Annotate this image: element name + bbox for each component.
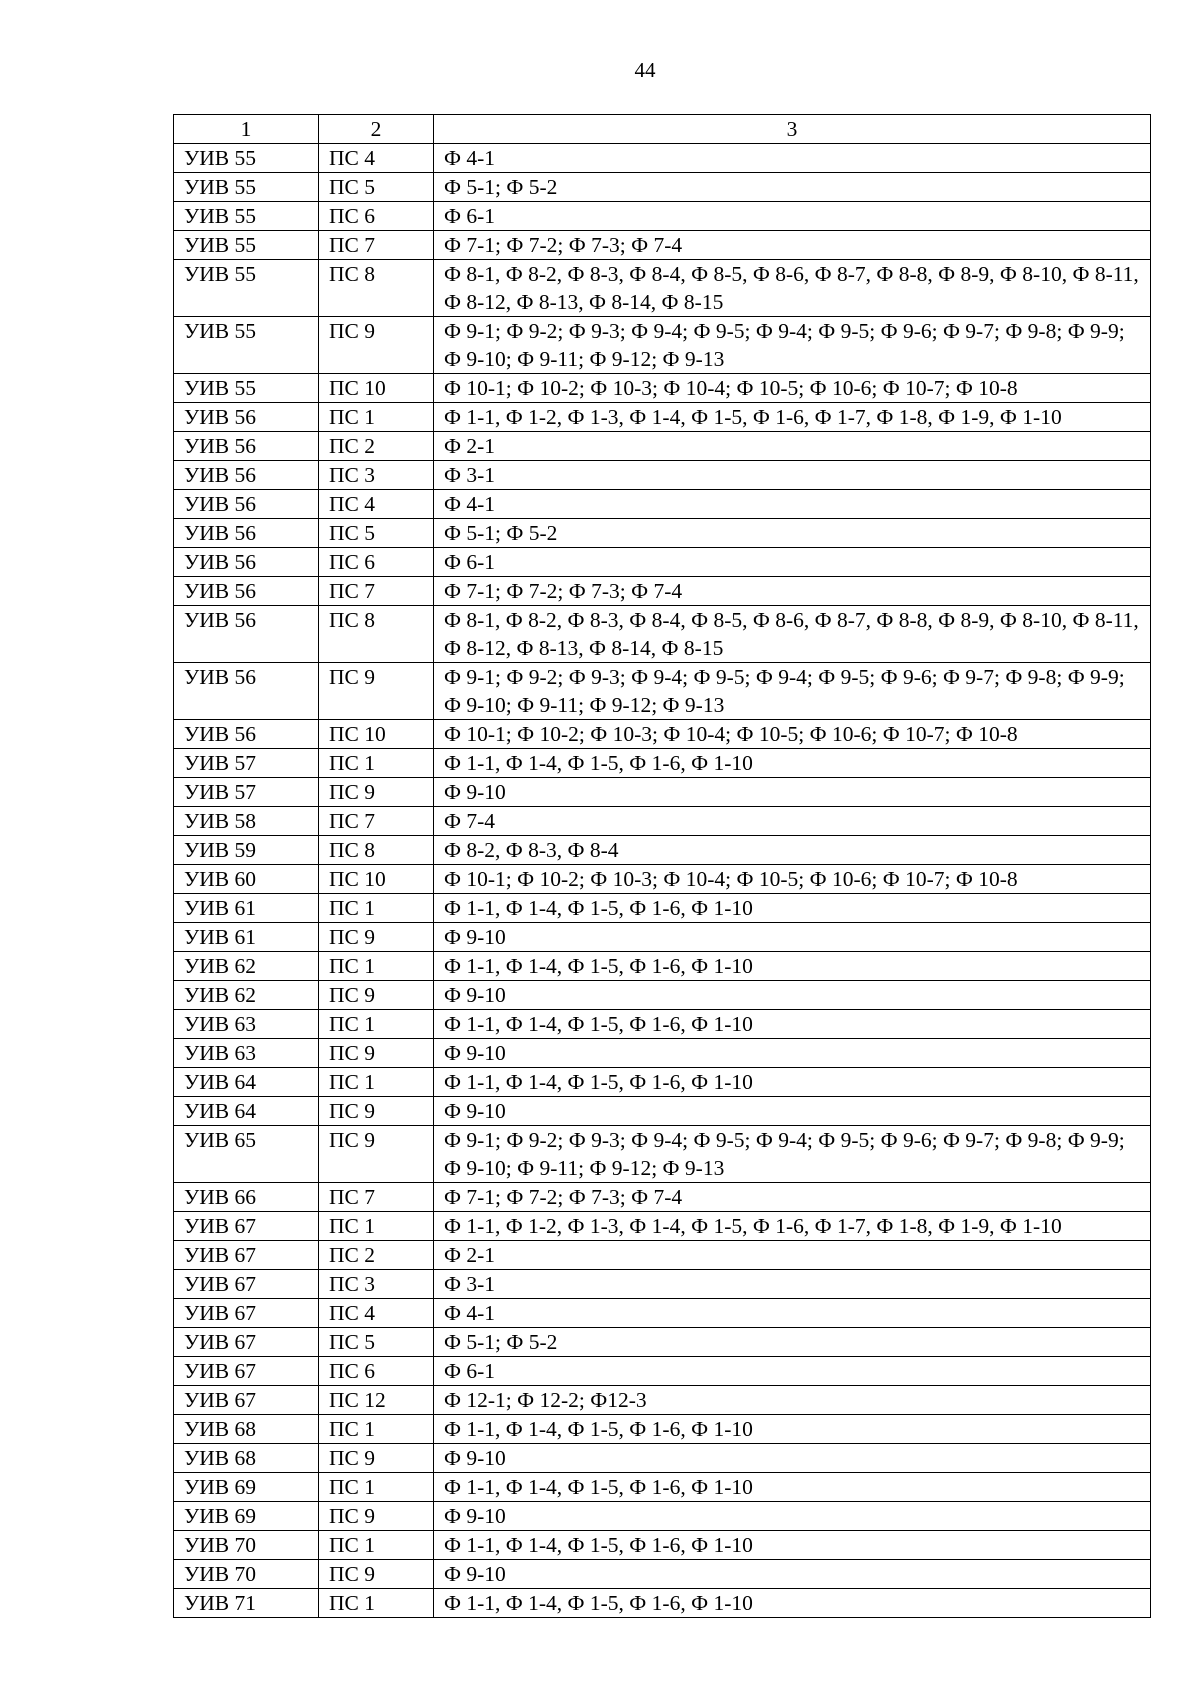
page-number	[0, 58, 1200, 82]
table-row	[174, 807, 1151, 836]
cell-ps: ПС 9	[319, 981, 434, 1010]
table-row	[174, 749, 1151, 778]
cell-uiv: УИВ 56	[174, 577, 319, 606]
cell-uiv: УИВ 55	[174, 317, 319, 374]
cell-feeders: Ф 8-1, Ф 8-2, Ф 8-3, Ф 8-4, Ф 8-5, Ф 8-6, Ф 8-7, Ф 8-8, Ф 8-9, Ф 8-10, Ф 8-11, Ф 8-12, Ф 8-13, Ф 8-14, Ф 8-15	[434, 606, 1151, 663]
cell-uiv: УИВ 55	[174, 374, 319, 403]
table-row	[174, 1473, 1151, 1502]
cell-uiv: УИВ 62	[174, 981, 319, 1010]
cell-feeders: Ф 9-10	[434, 1502, 1151, 1531]
cell-feeders: Ф 5-1; Ф 5-2	[434, 173, 1151, 202]
cell-uiv: УИВ 67	[174, 1328, 319, 1357]
cell-ps: ПС 9	[319, 317, 434, 374]
cell-uiv: УИВ 64	[174, 1097, 319, 1126]
cell-uiv: УИВ 67	[174, 1212, 319, 1241]
cell-ps: ПС 6	[319, 548, 434, 577]
table-row	[174, 173, 1151, 202]
table-row	[174, 260, 1151, 317]
cell-ps: ПС 1	[319, 952, 434, 981]
cell-feeders: Ф 7-1; Ф 7-2; Ф 7-3; Ф 7-4	[434, 1183, 1151, 1212]
cell-uiv: УИВ 55	[174, 260, 319, 317]
cell-uiv: УИВ 63	[174, 1010, 319, 1039]
cell-feeders: Ф 1-1, Ф 1-4, Ф 1-5, Ф 1-6, Ф 1-10	[434, 1531, 1151, 1560]
table-row	[174, 490, 1151, 519]
cell-ps: ПС 1	[319, 749, 434, 778]
cell-uiv: УИВ 64	[174, 1068, 319, 1097]
cell-uiv: УИВ 56	[174, 548, 319, 577]
table-row	[174, 1010, 1151, 1039]
cell-ps: ПС 7	[319, 577, 434, 606]
cell-feeders: Ф 1-1, Ф 1-4, Ф 1-5, Ф 1-6, Ф 1-10	[434, 1473, 1151, 1502]
table-row	[174, 1068, 1151, 1097]
cell-ps: ПС 3	[319, 461, 434, 490]
cell-ps: ПС 4	[319, 1299, 434, 1328]
cell-uiv: УИВ 56	[174, 490, 319, 519]
table-row	[174, 317, 1151, 374]
cell-ps: ПС 8	[319, 260, 434, 317]
cell-uiv: УИВ 56	[174, 720, 319, 749]
cell-ps: ПС 9	[319, 663, 434, 720]
table-row	[174, 1589, 1151, 1618]
cell-ps: ПС 9	[319, 1502, 434, 1531]
table-row	[174, 952, 1151, 981]
table-row	[174, 836, 1151, 865]
cell-feeders: Ф 10-1; Ф 10-2; Ф 10-3; Ф 10-4; Ф 10-5; Ф 10-6; Ф 10-7; Ф 10-8	[434, 720, 1151, 749]
cell-feeders: Ф 1-1, Ф 1-2, Ф 1-3, Ф 1-4, Ф 1-5, Ф 1-6, Ф 1-7, Ф 1-8, Ф 1-9, Ф 1-10	[434, 1212, 1151, 1241]
table-row	[174, 1531, 1151, 1560]
header-cell-col3: 3	[434, 115, 1151, 144]
cell-ps: ПС 9	[319, 923, 434, 952]
cell-uiv: УИВ 69	[174, 1473, 319, 1502]
cell-ps: ПС 12	[319, 1386, 434, 1415]
table-row	[174, 894, 1151, 923]
cell-uiv: УИВ 66	[174, 1183, 319, 1212]
table-row	[174, 403, 1151, 432]
cell-ps: ПС 10	[319, 720, 434, 749]
cell-uiv: УИВ 70	[174, 1531, 319, 1560]
cell-uiv: УИВ 56	[174, 606, 319, 663]
cell-uiv: УИВ 57	[174, 778, 319, 807]
data-table	[173, 114, 1151, 1618]
table-body	[174, 115, 1151, 1618]
cell-feeders: Ф 9-10	[434, 1560, 1151, 1589]
cell-ps: ПС 2	[319, 432, 434, 461]
cell-feeders: Ф 1-1, Ф 1-4, Ф 1-5, Ф 1-6, Ф 1-10	[434, 1010, 1151, 1039]
cell-feeders: Ф 1-1, Ф 1-4, Ф 1-5, Ф 1-6, Ф 1-10	[434, 1068, 1151, 1097]
cell-feeders: Ф 7-4	[434, 807, 1151, 836]
cell-ps: ПС 7	[319, 231, 434, 260]
cell-uiv: УИВ 70	[174, 1560, 319, 1589]
cell-uiv: УИВ 71	[174, 1589, 319, 1618]
cell-uiv: УИВ 67	[174, 1386, 319, 1415]
cell-ps: ПС 5	[319, 173, 434, 202]
cell-uiv: УИВ 69	[174, 1502, 319, 1531]
cell-feeders: Ф 2-1	[434, 1241, 1151, 1270]
cell-uiv: УИВ 56	[174, 663, 319, 720]
cell-uiv: УИВ 55	[174, 173, 319, 202]
cell-uiv: УИВ 61	[174, 923, 319, 952]
table-row	[174, 1328, 1151, 1357]
table-row	[174, 461, 1151, 490]
cell-feeders: Ф 9-10	[434, 1039, 1151, 1068]
table-row	[174, 1039, 1151, 1068]
cell-ps: ПС 10	[319, 865, 434, 894]
cell-ps: ПС 4	[319, 490, 434, 519]
cell-ps: ПС 8	[319, 606, 434, 663]
cell-feeders: Ф 9-1; Ф 9-2; Ф 9-3; Ф 9-4; Ф 9-5; Ф 9-4; Ф 9-5; Ф 9-6; Ф 9-7; Ф 9-8; Ф 9-9; Ф 9-10; Ф 9-11; Ф 9-12; Ф 9-13	[434, 317, 1151, 374]
cell-feeders: Ф 12-1; Ф 12-2; Ф12-3	[434, 1386, 1151, 1415]
cell-ps: ПС 9	[319, 1560, 434, 1589]
cell-feeders: Ф 3-1	[434, 1270, 1151, 1299]
cell-feeders: Ф 1-1, Ф 1-4, Ф 1-5, Ф 1-6, Ф 1-10	[434, 749, 1151, 778]
table-row	[174, 1241, 1151, 1270]
cell-ps: ПС 1	[319, 1473, 434, 1502]
cell-uiv: УИВ 62	[174, 952, 319, 981]
cell-ps: ПС 2	[319, 1241, 434, 1270]
cell-ps: ПС 1	[319, 894, 434, 923]
cell-feeders: Ф 2-1	[434, 432, 1151, 461]
table-row	[174, 1560, 1151, 1589]
table-row	[174, 202, 1151, 231]
table-row	[174, 1386, 1151, 1415]
cell-ps: ПС 1	[319, 1010, 434, 1039]
table-row	[174, 519, 1151, 548]
cell-ps: ПС 5	[319, 519, 434, 548]
cell-uiv: УИВ 58	[174, 807, 319, 836]
cell-feeders: Ф 1-1, Ф 1-4, Ф 1-5, Ф 1-6, Ф 1-10	[434, 952, 1151, 981]
table-row	[174, 1299, 1151, 1328]
cell-uiv: УИВ 68	[174, 1415, 319, 1444]
cell-ps: ПС 3	[319, 1270, 434, 1299]
cell-feeders: Ф 10-1; Ф 10-2; Ф 10-3; Ф 10-4; Ф 10-5; Ф 10-6; Ф 10-7; Ф 10-8	[434, 865, 1151, 894]
table-row	[174, 548, 1151, 577]
table-row	[174, 1357, 1151, 1386]
cell-feeders: Ф 9-10	[434, 981, 1151, 1010]
cell-uiv: УИВ 67	[174, 1299, 319, 1328]
cell-feeders: Ф 1-1, Ф 1-2, Ф 1-3, Ф 1-4, Ф 1-5, Ф 1-6, Ф 1-7, Ф 1-8, Ф 1-9, Ф 1-10	[434, 403, 1151, 432]
table-row	[174, 1270, 1151, 1299]
cell-feeders: Ф 8-2, Ф 8-3, Ф 8-4	[434, 836, 1151, 865]
cell-ps: ПС 9	[319, 1039, 434, 1068]
cell-uiv: УИВ 56	[174, 432, 319, 461]
cell-feeders: Ф 4-1	[434, 1299, 1151, 1328]
cell-ps: ПС 9	[319, 1097, 434, 1126]
cell-feeders: Ф 5-1; Ф 5-2	[434, 519, 1151, 548]
cell-ps: ПС 1	[319, 403, 434, 432]
table-row	[174, 1183, 1151, 1212]
cell-ps: ПС 4	[319, 144, 434, 173]
cell-uiv: УИВ 65	[174, 1126, 319, 1183]
cell-feeders: Ф 6-1	[434, 548, 1151, 577]
cell-feeders: Ф 4-1	[434, 144, 1151, 173]
cell-feeders: Ф 6-1	[434, 202, 1151, 231]
table-row	[174, 981, 1151, 1010]
table-row	[174, 606, 1151, 663]
cell-uiv: УИВ 60	[174, 865, 319, 894]
cell-uiv: УИВ 63	[174, 1039, 319, 1068]
cell-uiv: УИВ 68	[174, 1444, 319, 1473]
cell-ps: ПС 1	[319, 1531, 434, 1560]
cell-ps: ПС 9	[319, 778, 434, 807]
cell-uiv: УИВ 56	[174, 403, 319, 432]
cell-ps: ПС 1	[319, 1589, 434, 1618]
cell-uiv: УИВ 55	[174, 231, 319, 260]
table-row	[174, 1415, 1151, 1444]
cell-feeders: Ф 1-1, Ф 1-4, Ф 1-5, Ф 1-6, Ф 1-10	[434, 894, 1151, 923]
cell-feeders: Ф 9-10	[434, 778, 1151, 807]
cell-feeders: Ф 9-10	[434, 1097, 1151, 1126]
table-row	[174, 1097, 1151, 1126]
cell-ps: ПС 7	[319, 1183, 434, 1212]
table-row	[174, 923, 1151, 952]
cell-ps: ПС 1	[319, 1212, 434, 1241]
cell-ps: ПС 9	[319, 1126, 434, 1183]
cell-ps: ПС 5	[319, 1328, 434, 1357]
cell-feeders: Ф 9-10	[434, 1444, 1151, 1473]
table-row	[174, 374, 1151, 403]
cell-feeders: Ф 6-1	[434, 1357, 1151, 1386]
table-row	[174, 1502, 1151, 1531]
cell-ps: ПС 1	[319, 1068, 434, 1097]
cell-feeders: Ф 9-10	[434, 923, 1151, 952]
header-cell-col2: 2	[319, 115, 434, 144]
cell-feeders: Ф 5-1; Ф 5-2	[434, 1328, 1151, 1357]
cell-uiv: УИВ 61	[174, 894, 319, 923]
cell-ps: ПС 7	[319, 807, 434, 836]
table-row	[174, 1212, 1151, 1241]
table-row	[174, 432, 1151, 461]
cell-feeders: Ф 9-1; Ф 9-2; Ф 9-3; Ф 9-4; Ф 9-5; Ф 9-4; Ф 9-5; Ф 9-6; Ф 9-7; Ф 9-8; Ф 9-9; Ф 9-10; Ф 9-11; Ф 9-12; Ф 9-13	[434, 1126, 1151, 1183]
cell-feeders: Ф 8-1, Ф 8-2, Ф 8-3, Ф 8-4, Ф 8-5, Ф 8-6, Ф 8-7, Ф 8-8, Ф 8-9, Ф 8-10, Ф 8-11, Ф 8-12, Ф 8-13, Ф 8-14, Ф 8-15	[434, 260, 1151, 317]
cell-uiv: УИВ 67	[174, 1241, 319, 1270]
cell-feeders: Ф 7-1; Ф 7-2; Ф 7-3; Ф 7-4	[434, 231, 1151, 260]
table-row	[174, 720, 1151, 749]
cell-uiv: УИВ 56	[174, 519, 319, 548]
cell-uiv: УИВ 55	[174, 202, 319, 231]
table-header-row	[174, 115, 1151, 144]
cell-uiv: УИВ 56	[174, 461, 319, 490]
table-row	[174, 778, 1151, 807]
cell-uiv: УИВ 57	[174, 749, 319, 778]
cell-uiv: УИВ 67	[174, 1357, 319, 1386]
cell-uiv: УИВ 59	[174, 836, 319, 865]
cell-ps: ПС 1	[319, 1415, 434, 1444]
cell-ps: ПС 6	[319, 202, 434, 231]
table-row	[174, 231, 1151, 260]
cell-feeders: Ф 9-1; Ф 9-2; Ф 9-3; Ф 9-4; Ф 9-5; Ф 9-4; Ф 9-5; Ф 9-6; Ф 9-7; Ф 9-8; Ф 9-9; Ф 9-10; Ф 9-11; Ф 9-12; Ф 9-13	[434, 663, 1151, 720]
cell-uiv: УИВ 67	[174, 1270, 319, 1299]
table-row	[174, 865, 1151, 894]
cell-feeders: Ф 3-1	[434, 461, 1151, 490]
cell-feeders: Ф 1-1, Ф 1-4, Ф 1-5, Ф 1-6, Ф 1-10	[434, 1415, 1151, 1444]
table-row	[174, 577, 1151, 606]
cell-feeders: Ф 1-1, Ф 1-4, Ф 1-5, Ф 1-6, Ф 1-10	[434, 1589, 1151, 1618]
table-row	[174, 1126, 1151, 1183]
cell-ps: ПС 9	[319, 1444, 434, 1473]
page-number-text: 44	[634, 58, 656, 82]
cell-feeders: Ф 7-1; Ф 7-2; Ф 7-3; Ф 7-4	[434, 577, 1151, 606]
table-row	[174, 1444, 1151, 1473]
cell-ps: ПС 8	[319, 836, 434, 865]
cell-ps: ПС 6	[319, 1357, 434, 1386]
cell-feeders: Ф 4-1	[434, 490, 1151, 519]
cell-feeders: Ф 10-1; Ф 10-2; Ф 10-3; Ф 10-4; Ф 10-5; Ф 10-6; Ф 10-7; Ф 10-8	[434, 374, 1151, 403]
table-row	[174, 144, 1151, 173]
header-cell-col1: 1	[174, 115, 319, 144]
table-row	[174, 663, 1151, 720]
cell-uiv: УИВ 55	[174, 144, 319, 173]
cell-ps: ПС 10	[319, 374, 434, 403]
